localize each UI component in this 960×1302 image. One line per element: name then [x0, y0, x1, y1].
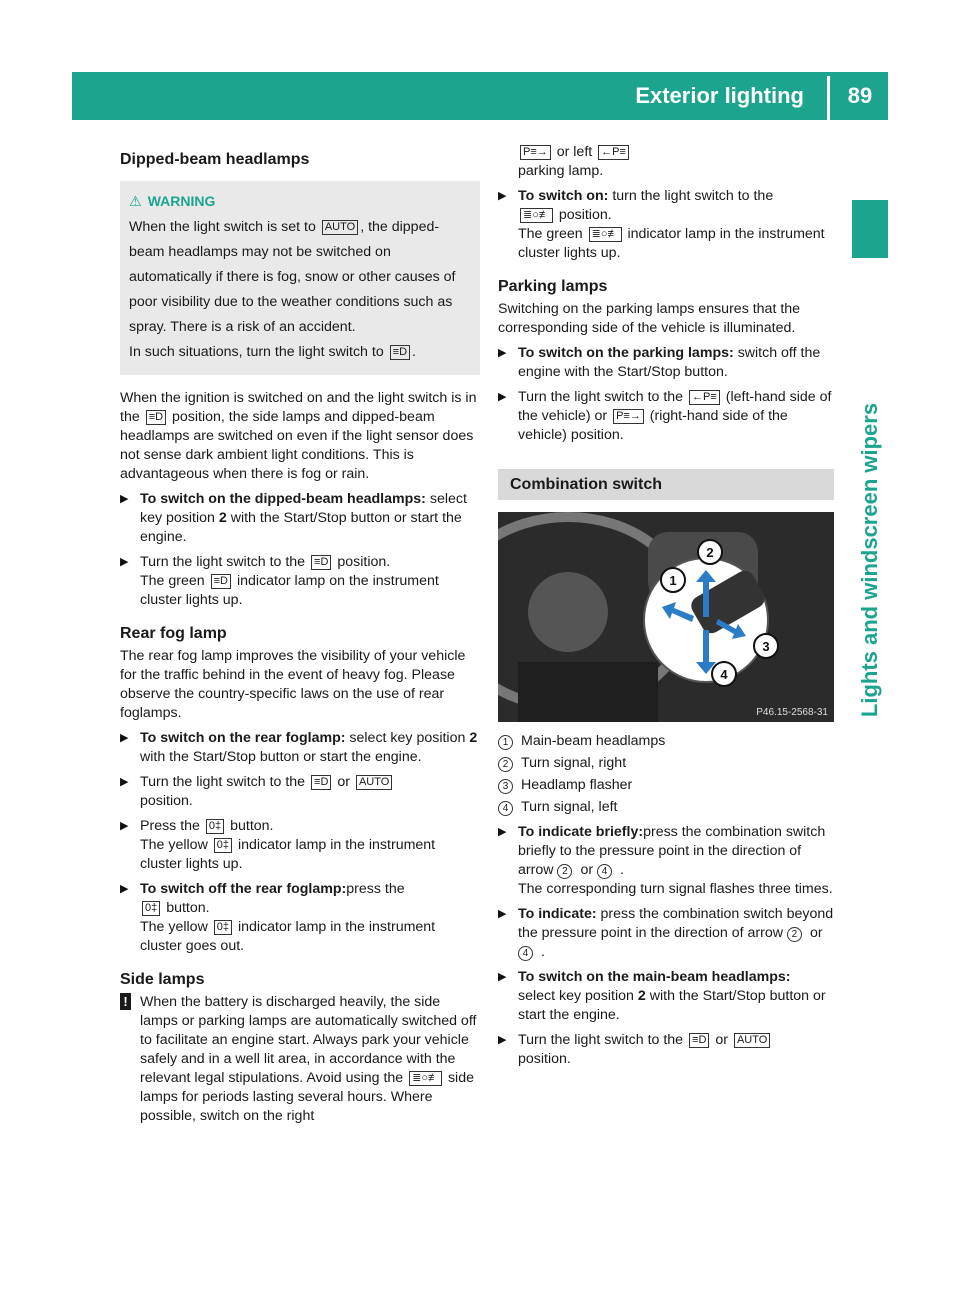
- step-text: indicator lamp in the instrument cluster goes out.: [140, 919, 436, 954]
- legend-item: [498, 798, 834, 817]
- fog-lamp-symbol-icon: 0‡: [206, 819, 224, 834]
- note-battery: [120, 993, 480, 1126]
- step-main-beam-on: [498, 968, 834, 1025]
- page-number: 89: [847, 83, 873, 108]
- parking-right-symbol-icon: P≡→: [613, 409, 644, 424]
- fog-lamp-symbol-icon: 0‡: [142, 901, 160, 916]
- side-lamp-symbol-icon: ≣○≢: [589, 227, 622, 242]
- step-text: turn the light switch to the: [612, 188, 774, 204]
- step-text: or: [337, 774, 350, 790]
- chapter-tab-marker: [852, 200, 888, 258]
- left-column: [120, 150, 480, 1132]
- step-text: select key position: [140, 491, 467, 526]
- step-text: The green: [140, 573, 205, 589]
- step-parking-on: [498, 344, 834, 382]
- step-bold: To switch on:: [518, 188, 609, 204]
- side-lamp-symbol-icon: ≣○≢: [520, 208, 553, 223]
- step-bold: To switch off the rear foglamp:: [140, 881, 347, 897]
- step-text: indicator lamp on the instrument cluster lights up.: [140, 573, 439, 608]
- step-turn-switch: [120, 553, 480, 610]
- auto-symbol-icon: AUTO: [322, 220, 358, 235]
- note-text: side lamps for periods lasting several hours. Where possible, switch on the right: [140, 1070, 474, 1124]
- step-text: Turn the light switch to the: [518, 389, 684, 405]
- legend-text: Main-beam headlamps: [521, 733, 666, 749]
- step-turn-switch-fog: [120, 773, 480, 811]
- warning-text-1a: When the light switch is set to: [129, 219, 316, 235]
- step-text: position.: [140, 793, 193, 809]
- step-text: Press the: [140, 818, 200, 834]
- step-rear-fog-off: [120, 880, 480, 956]
- dipped-beam-symbol-icon: ≡D: [311, 555, 331, 570]
- photo-illustration: [498, 512, 834, 722]
- parking-left-symbol-icon: ←P≡: [689, 390, 720, 405]
- step-text: with the Start/Stop button or start the engine.: [140, 510, 462, 545]
- dipped-beam-symbol-icon: ≡D: [689, 1033, 709, 1048]
- step-text: The yellow: [140, 919, 208, 935]
- arrow-number: 4: [518, 946, 533, 961]
- fog-lamp-symbol-icon: 0‡: [214, 838, 232, 853]
- fog-lamp-symbol-icon: 0‡: [214, 920, 232, 935]
- step-indicate: ▶ To indicate: press the combination switch beyond the pressure point in the direction of arrow 2 or 4 .: [498, 905, 834, 962]
- legend-number: 2: [498, 757, 513, 772]
- step-text: indicator lamp in the instrument cluster lights up.: [518, 226, 825, 261]
- warning-title: WARNING: [147, 193, 216, 209]
- step-text: button.: [166, 900, 210, 916]
- legend-item: [498, 732, 834, 751]
- auto-symbol-icon: AUTO: [356, 775, 392, 790]
- step-bold: To switch on the dipped-beam headlamps:: [140, 491, 426, 507]
- key-position: 2: [218, 510, 227, 526]
- paragraph-rear-fog: The rear fog lamp improves the visibility of your vehicle for the traffic behind in the event of heavy fog. Please observe the country-specific laws on the use of rear foglamps.: [120, 648, 466, 721]
- arrow-number: 4: [597, 864, 612, 879]
- step-text: indicator lamp in the instrument cluster lights up.: [140, 837, 436, 872]
- step-bold: To switch on the rear foglamp:: [140, 730, 346, 746]
- p1b: position, the side lamps and dipped-beam headlamps are switched on even if the light sensor does not sense dark ambient light conditions. This is advantageous when there is fog or rain.: [120, 409, 474, 482]
- dipped-beam-symbol-icon: ≡D: [146, 410, 166, 425]
- warning-text-2a: In such situations, turn the light switch to: [129, 344, 384, 360]
- heading-rear-fog: Rear fog lamp: [120, 625, 227, 642]
- step-text: or: [715, 1032, 728, 1048]
- legend-item: [498, 754, 834, 773]
- arrow-number: 2: [557, 864, 572, 879]
- step-text: press the combination switch briefly to the pressure point in the direction of arrow: [518, 824, 826, 878]
- heading-dipped-beam: Dipped-beam headlamps: [120, 151, 310, 168]
- arrow-number: 2: [787, 927, 802, 942]
- key-position: 2: [469, 730, 478, 746]
- dipped-beam-symbol-icon: ≡D: [211, 574, 231, 589]
- step-text: switch off the engine with the Start/Stop button.: [518, 345, 821, 380]
- auto-symbol-icon: AUTO: [734, 1033, 770, 1048]
- legend: [498, 732, 834, 817]
- step-text: select key position: [349, 730, 466, 746]
- parking-right-symbol-icon: P≡→: [520, 145, 551, 160]
- exclamation-icon: !: [120, 993, 131, 1010]
- step-bold: To indicate:: [518, 906, 597, 922]
- step-text: select key position: [518, 988, 634, 1004]
- section-title: Exterior lighting: [635, 83, 804, 108]
- warning-icon: ⚠: [129, 194, 142, 210]
- key-position: 2: [637, 988, 646, 1004]
- step-text: (right-hand side of the vehicle) position.: [518, 408, 788, 443]
- step-text: position.: [518, 1051, 571, 1067]
- step-text: The green: [518, 226, 583, 242]
- photo-code: P46.15-2568-31: [756, 707, 828, 718]
- heading-parking-lamps: Parking lamps: [498, 278, 608, 295]
- side-lamp-symbol-icon: ≣○≢: [409, 1071, 442, 1086]
- step-text: or: [580, 862, 594, 878]
- step-text: position.: [337, 554, 391, 570]
- warning-text-1b: , the dipped-beam headlamps may not be switched on automatically if there is fog, snow or other causes of poor visibility due to the weather conditions such as spray. There is a risk of an accident.: [129, 219, 456, 335]
- step-parking-switch: [498, 388, 834, 445]
- step-bold: To switch on the main-beam headlamps:: [518, 969, 791, 985]
- step-text: Turn the light switch to the: [140, 554, 306, 570]
- legend-text: Turn signal, right: [521, 755, 627, 771]
- legend-number: 1: [498, 735, 513, 750]
- step-text: (left-hand side of the vehicle) or: [518, 389, 832, 424]
- paragraph-parking: Switching on the parking lamps ensures that the corresponding side of the vehicle is illuminated.: [498, 301, 801, 336]
- dipped-beam-symbol-icon: ≡D: [311, 775, 331, 790]
- step-text: or: [809, 925, 823, 941]
- warning-text-2: In such situations, turn the light switch to ≡D .: [129, 344, 416, 360]
- heading-side-lamps: Side lamps: [120, 971, 205, 988]
- callout-2: 2: [706, 545, 714, 560]
- page-header: [72, 72, 888, 120]
- callout-1: 1: [669, 573, 677, 588]
- paragraph-dipped: [120, 389, 480, 484]
- chapter-title: Lights and windscreen wipers: [857, 402, 882, 718]
- legend-number: 4: [498, 801, 513, 816]
- right-column: [498, 143, 834, 1075]
- callout-3: 3: [762, 639, 770, 654]
- step-text: button.: [230, 818, 274, 834]
- heading-combination-switch: Combination switch: [498, 469, 834, 500]
- note-text: When the battery is discharged heavily, the side lamps or parking lamps are automatically switched off to facilitate an engine start. Always park your vehicle safely and in a well lit area, in accordance with the relevant legal stipulations. Avoid using the: [140, 994, 477, 1086]
- step-text: The yellow: [140, 837, 208, 853]
- legend-text: Headlamp flasher: [521, 777, 633, 793]
- step-text: with the Start/Stop button or start the engine.: [518, 988, 826, 1023]
- step-text: Turn the light switch to the: [518, 1032, 684, 1048]
- legend-item: [498, 776, 834, 795]
- step-press-fog-button: [120, 817, 480, 874]
- parking-left-symbol-icon: ←P≡: [598, 145, 629, 160]
- step-indicate-briefly: ▶ To indicate briefly:press the combination switch briefly to the pressure point in the direction of arrow 2 or 4 . The corresponding turn signal flashes three times.: [498, 823, 834, 899]
- warning-box: [120, 181, 480, 375]
- text: or left: [556, 144, 593, 160]
- step-switch-on-dipped: [120, 490, 480, 547]
- legend-number: 3: [498, 779, 513, 794]
- warning-text: [129, 215, 471, 340]
- step-main-beam-switch: [498, 1031, 834, 1069]
- header-separator: [827, 76, 830, 120]
- step-text: with the Start/Stop button or start the engine.: [140, 749, 422, 765]
- step-text: position.: [558, 207, 612, 223]
- step-text: The corresponding turn signal flashes three times.: [518, 881, 833, 897]
- step-bold: To switch on the parking lamps:: [518, 345, 734, 361]
- legend-text: Turn signal, left: [521, 799, 618, 815]
- step-rear-fog-on: [120, 729, 480, 767]
- text: parking lamp.: [518, 163, 604, 179]
- step-bold: To indicate briefly:: [518, 824, 644, 840]
- step-switch-on-side: [498, 187, 834, 263]
- step-text: press the combination switch beyond the pressure point in the direction of arrow: [518, 906, 834, 941]
- note-continuation: [498, 143, 834, 181]
- dipped-beam-symbol-icon: ≡D: [390, 345, 410, 360]
- combination-switch-photo: [498, 512, 834, 722]
- callout-4: 4: [720, 667, 728, 682]
- p1a: When the ignition is switched on and the light switch is in the: [120, 390, 477, 425]
- step-text: press the: [346, 881, 405, 897]
- step-text: Turn the light switch to the: [140, 774, 306, 790]
